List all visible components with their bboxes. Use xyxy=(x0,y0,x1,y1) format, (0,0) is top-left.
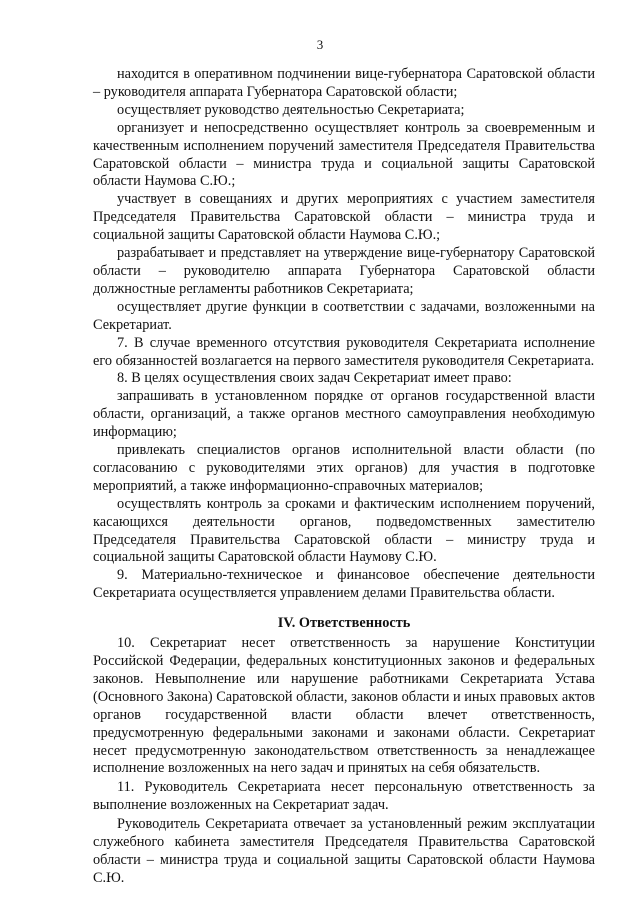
section-heading: IV. Ответственность xyxy=(277,615,411,632)
paragraph: 11. Руководитель Секретариата несет персональную ответственность за выполнение возложенных на Секретариат задач. xyxy=(93,779,595,814)
paragraph: 9. Материально-техническое и финансовое обеспечение деятельности Секретариата осуществляется управлением делами Правительства области. xyxy=(93,567,595,602)
paragraph: 7. В случае временного отсутствия руководителя Секретариата исполнение его обязанностей возлагается на первого заместителя руководителя Секретариата. xyxy=(93,334,595,369)
paragraph: разрабатывает и представляет на утверждение вице-губернатору Саратовской области – руководителю аппарата Губернатора Саратовской области должностные регламенты работников Секретариата; xyxy=(93,245,595,297)
paragraph: привлекать специалистов органов исполнительной власти области (по согласованию с руководителями этих органов) для участия в подготовке мероприятий, а также информационно-справочных материалов; xyxy=(93,442,595,494)
paragraph: запрашивать в установленном порядке от органов государственной власти области, организаций, а также органов местного самоуправления необходимую информацию; xyxy=(93,388,595,441)
paragraph: находится в оперативном подчинении вице-губернатора Саратовской области – руководителя аппарата Губернатора Саратовской области; xyxy=(93,66,595,100)
paragraph: осуществляет другие функции в соответствии с задачами, возложенными на Секретариат. xyxy=(93,298,595,333)
paragraph: осуществляет руководство деятельностью Секретариата; xyxy=(117,101,465,118)
page-number: 3 xyxy=(316,37,324,52)
paragraph: организует и непосредственно осуществляет контроль за своевременным и качественным исполнением поручений заместителя Председателя Правительства Саратовской области – министра труда и социальной защиты Саратовской области Наумова С.Ю.; xyxy=(93,119,595,190)
paragraph: 8. В целях осуществления своих задач Секретариат имеет право: xyxy=(117,370,512,387)
paragraph: 10. Секретариат несет ответственность за нарушение Конституции Российской Федерации, федеральных конституционных законов и федеральных законов. Невыполнение или нарушение работниками Секретариата Устава (Основного Закона) Саратовской области, законов области и иных правовых актов органов государственной власти области влечет ответственность, предусмотренную федеральными законами и законами области. Секретариат несет предусмотренную законодательством ответственность за ненадлежащее исполнение возложенных на него задач и принятых на себя обязательств. xyxy=(93,635,595,777)
document-body xyxy=(93,66,595,888)
paragraph: участвует в совещаниях и других мероприятиях с участием заместителя Председателя Правительства Саратовской области – министра труда и социальной защиты Саратовской области Наумова С.Ю.; xyxy=(93,191,595,244)
paragraph: осуществлять контроль за сроками и фактическим исполнением поручений, касающихся деятельности органов, подведомственных заместителю Председателя Правительства Саратовской области – министру труда и социальной защиты Саратовской области Наумову С.Ю. xyxy=(93,495,595,566)
paragraph: Руководитель Секретариата отвечает за установленный режим эксплуатации служебного кабинета заместителя Председателя Правительства Саратовской области – министра труда и социальной защиты Саратовской области Наумова С.Ю. xyxy=(93,816,595,886)
